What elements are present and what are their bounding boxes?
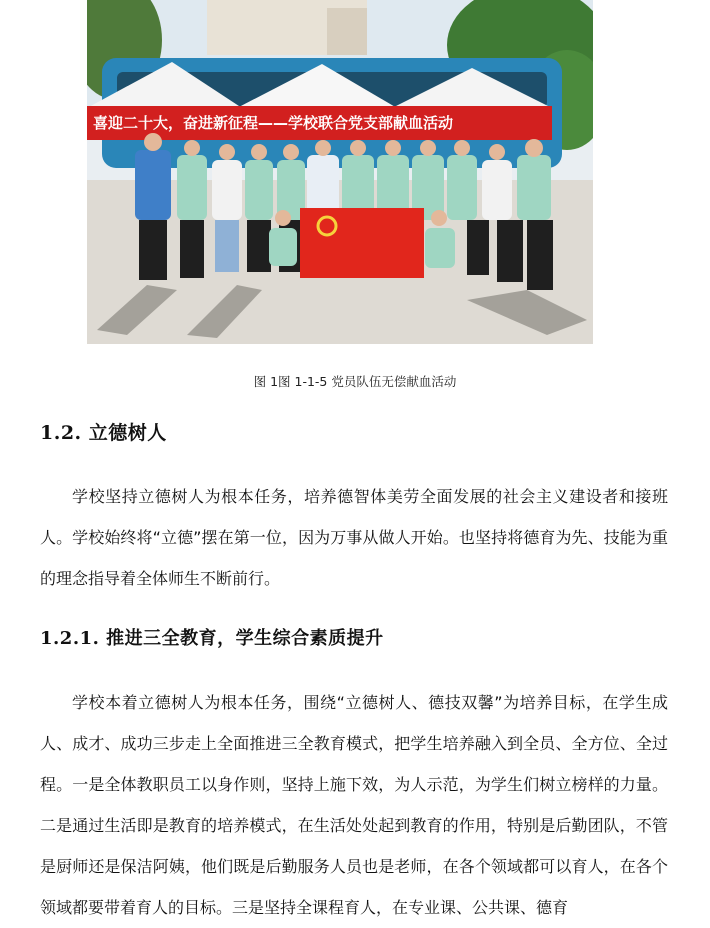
section-paragraph: 学校坚持立德树人为根本任务，培养德智体美劳全面发展的社会主义建设者和接班人。学校始终将“立德”摆在第一位，因为万事从做人开始。也坚持将德育为先、技能为重的理念指导着全体师生不断前行。: [40, 487, 668, 588]
subsection-paragraph: 学校本着立德树人为根本任务，围绕“立德树人、德技双馨”为培养目标，在学生成人、成才、成功三步走上全面推进三全教育模式，把学生培养融入到全员、全方位、全过程。一是全体教职员工以身作则，坚持上施下效，为人示范，为学生们树立榜样的力量。二是通过生活即是教育的培养模式，在生活处处起到教育的作用，特别是后勤团队，不管是厨师还是保洁阿姨，他们既是后勤服务人员也是老师，在各个领域都可以育人，在各个领域都要带着育人的目标。三是坚持全课程育人，在专业课、公共课、德育: [40, 693, 668, 917]
event-banner-text: 喜迎二十大，奋进新征程——学校联合党支部献血活动: [93, 114, 454, 132]
event-photo: [87, 0, 593, 344]
subsection-heading: 1.2.1. 推进三全教育，学生综合素质提升: [40, 628, 384, 649]
section-heading: 1.2. 立德树人: [40, 422, 167, 444]
figure-caption: 图 1图 1-1-5 党员队伍无偿献血活动: [253, 374, 457, 389]
